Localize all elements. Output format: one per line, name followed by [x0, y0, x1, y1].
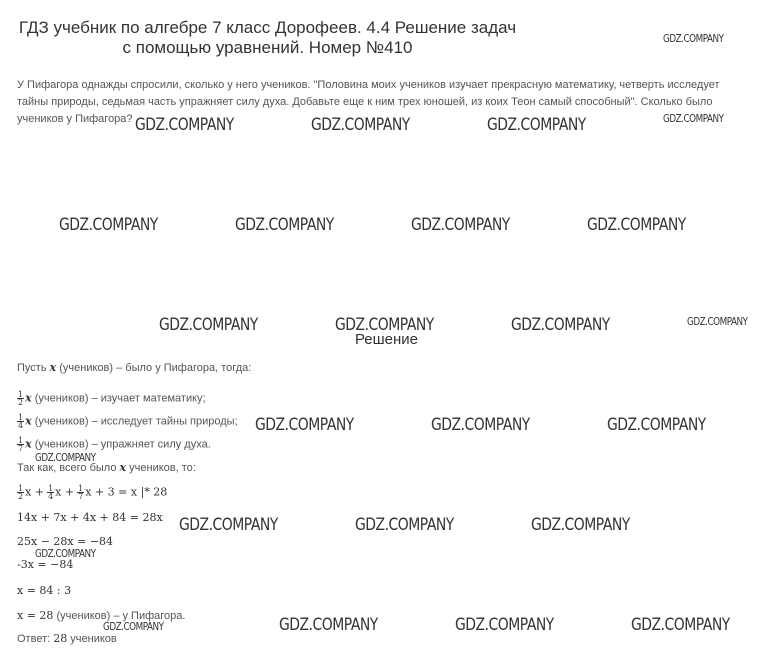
equation-2: 14x + 7x + 4x + 84 = 28x [17, 511, 163, 524]
watermark: GDZ.COMPANY [255, 415, 354, 435]
intro-prefix: Пусть [17, 362, 47, 374]
watermark: GDZ.COMPANY [431, 415, 530, 435]
intro-suffix: (учеников) – было у Пифагора, тогда: [59, 362, 252, 374]
fraction-line-2: $\frac{1}{4}$ x (учеников) – исследует тайны природы; [18, 413, 238, 430]
watermark: GDZ.COMPANY [607, 415, 706, 435]
equation-6: x = 28 (учеников) – у Пифагора. [17, 609, 186, 622]
fraction-line-1: $\frac{1}{2}$ x (учеников) – изучает математику; [18, 390, 206, 407]
watermark: GDZ.COMPANY [455, 615, 554, 635]
equation-3: 25x − 28x = −84 [17, 535, 114, 548]
equation-4: -3x = −84 [17, 558, 74, 571]
watermark: GDZ.COMPANY [411, 215, 510, 235]
watermark: GDZ.COMPANY [335, 315, 434, 335]
solution-heading: Решение [354, 331, 419, 348]
fraction-line-3: $\frac{1}{7}$ x (учеников) – упражняет силу духа. [18, 436, 211, 453]
watermark: GDZ.COMPANY [663, 32, 724, 45]
watermark: GDZ.COMPANY [355, 515, 454, 535]
watermark: GDZ.COMPANY [687, 315, 748, 328]
fraction-quarter: $\frac{1}{4}$ [18, 413, 24, 430]
title-line-2: с помощью уравнений. Номер №410 [122, 38, 413, 57]
fraction-seventh: $\frac{1}{7}$ [18, 436, 24, 453]
watermark: GDZ.COMPANY [587, 215, 686, 235]
page-title [0, 18, 535, 58]
watermark: GDZ.COMPANY [35, 547, 96, 560]
watermark: GDZ.COMPANY [235, 215, 334, 235]
watermark: GDZ.COMPANY [35, 451, 96, 464]
fraction-half: $\frac{1}{2}$ [18, 390, 24, 407]
watermark: GDZ.COMPANY [159, 315, 258, 335]
watermark: GDZ.COMPANY [511, 315, 610, 335]
equation-1: $\frac{1}{2}$ x + $\frac{1}{4}$ x + $\frac{1}{7}$ x + 3 = x |* 28 [18, 484, 168, 501]
watermark: GDZ.COMPANY [103, 620, 164, 633]
watermark: GDZ.COMPANY [179, 515, 278, 535]
var-x: x [49, 361, 57, 374]
watermark: GDZ.COMPANY [311, 115, 410, 135]
title-line-1: ГДЗ учебник по алгебре 7 класс Дорофеев. 4.4 Решение задач [18, 18, 517, 37]
watermark: GDZ.COMPANY [59, 215, 158, 235]
watermark: GDZ.COMPANY [279, 615, 378, 635]
watermark: GDZ.COMPANY [135, 115, 234, 135]
problem-text: У Пифагора однажды спросили, сколько у него учеников. "Половина моих учеников изучает прекрасную математику, четверть исследует тайны природы, седьмая часть упражняет силу духа. Добавьте еще к ним трех юношей, из коих Теон самый способный". Сколько было учеников у Пифагора? [17, 79, 720, 125]
answer: Ответ: 28 учеников [17, 632, 117, 645]
watermark: GDZ.COMPANY [631, 615, 730, 635]
watermark: GDZ.COMPANY [663, 112, 724, 125]
watermark: GDZ.COMPANY [531, 515, 630, 535]
since-line: Так как, всего было x учеников, то: [17, 461, 196, 474]
equation-5: x = 84 : 3 [17, 584, 72, 597]
solution-intro [17, 361, 251, 374]
watermark: GDZ.COMPANY [487, 115, 586, 135]
